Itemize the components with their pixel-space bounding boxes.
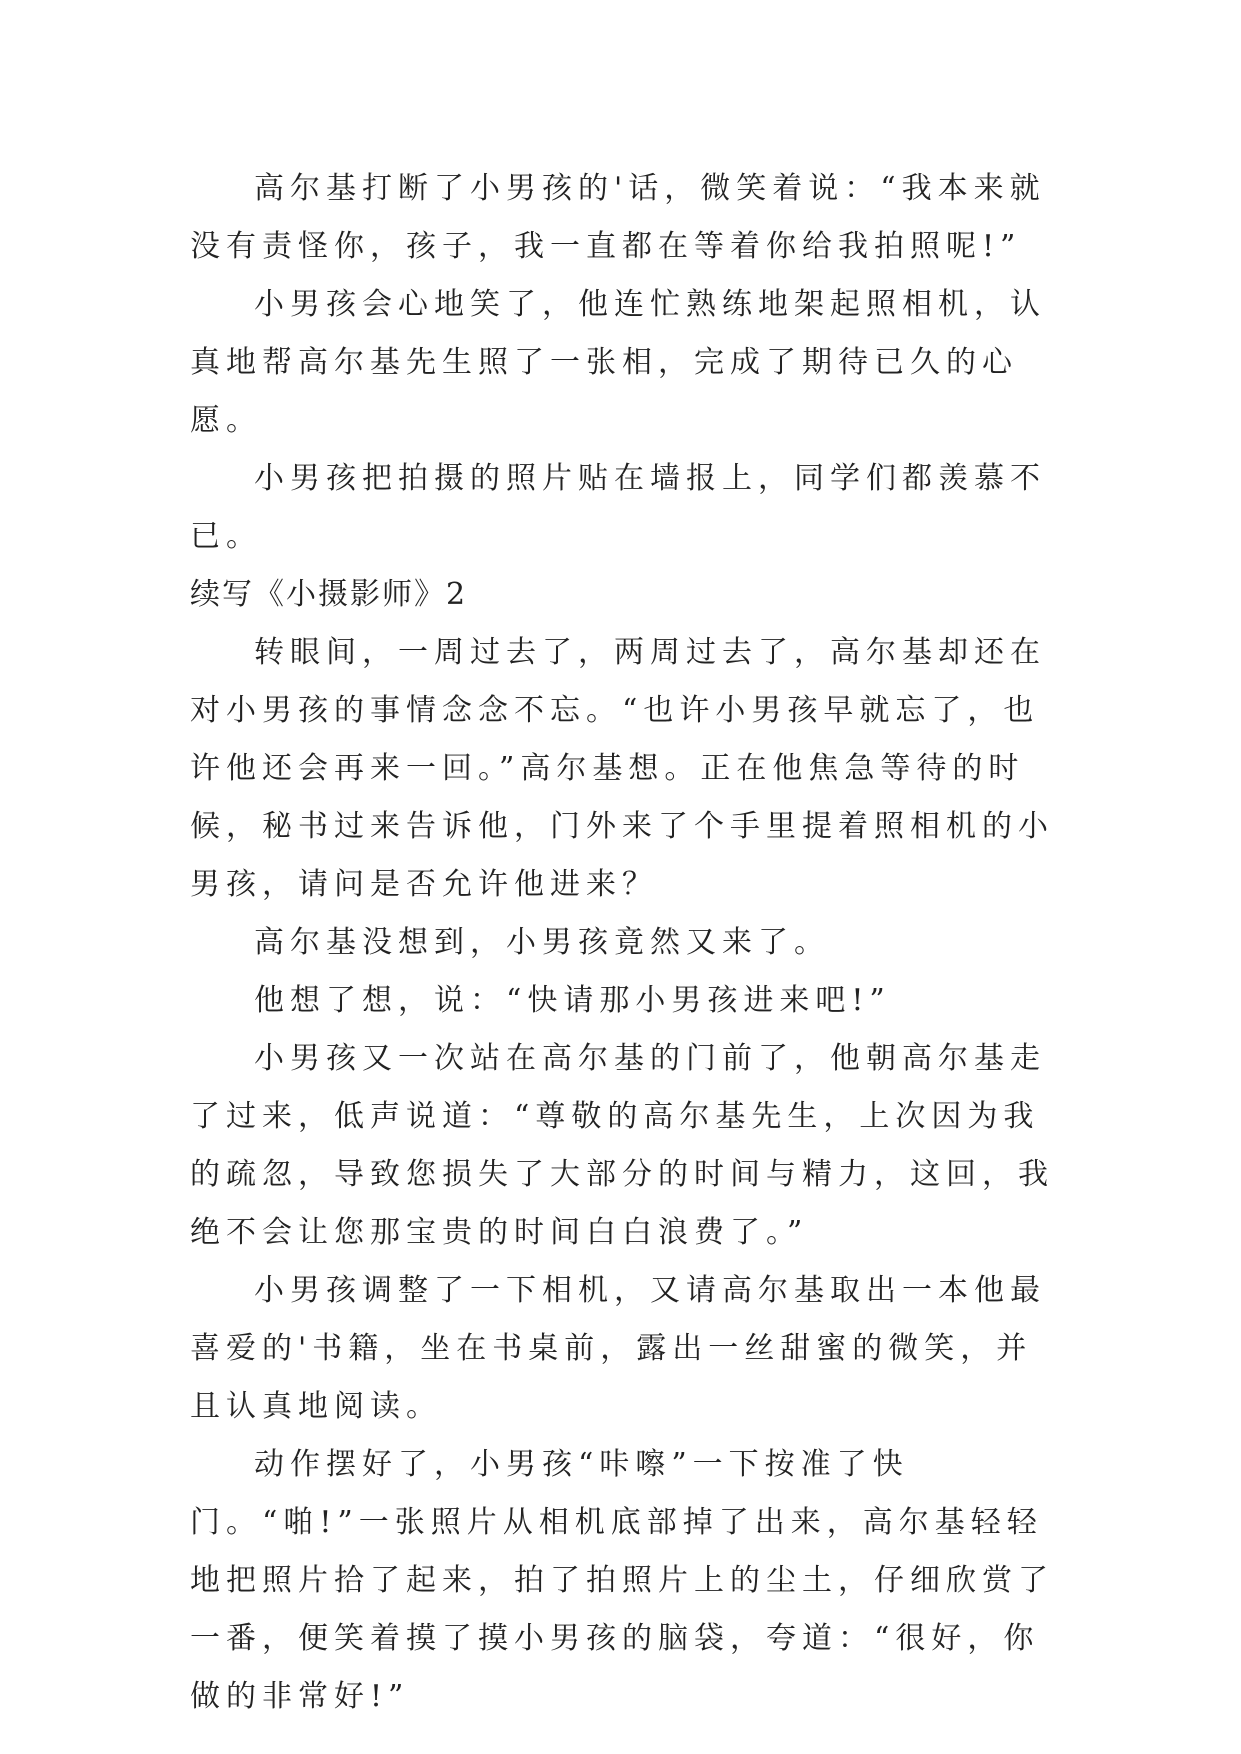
paragraph: 小男孩又一次站在高尔基的门前了，他朝高尔基走了过来，低声说道：“尊敬的高尔基先生，上次因为我的疏忽，导致您损失了大部分的时间与精力，这回，我绝不会让您那宝贵的时间白白浪费了。” [190, 1041, 1054, 1250]
paragraph: 小男孩调整了一下相机，又请高尔基取出一本他最喜爱的'书籍，坐在书桌前，露出一丝甜蜜的微笑，并且认真地阅读。 [190, 1273, 1046, 1424]
paragraph: 转眼间，一周过去了，两周过去了，高尔基却还在对小男孩的事情念念不忘。“也许小男孩早就忘了，也许他还会再来一回。”高尔基想。正在他焦急等待的时候，秘书过来告诉他，门外来了个手里提着照相机的小男孩，请问是否允许他进来？ [190, 635, 1054, 902]
paragraph: 小男孩会心地笑了，他连忙熟练地架起照相机，认真地帮高尔基先生照了一张相，完成了期待已久的心愿。 [190, 287, 1046, 438]
paragraph: 动作摆好了，小男孩“咔嚓”一下按准了快门。“啪!”一张照片从相机底部掉了出来，高尔基轻轻地把照片拾了起来，拍了拍照片上的尘土，仔细欣赏了一番，便笑着摸了摸小男孩的脑袋，夸道：“很好，你做的非常好!” [190, 1447, 1054, 1714]
paragraph: 高尔基没想到，小男孩竟然又来了。 [254, 925, 830, 960]
paragraph: 他想了想，说：“快请那小男孩进来吧!” [254, 983, 891, 1018]
paragraph: 高尔基打断了小男孩的'话，微笑着说：“我本来就没有责怪你，孩子，我一直都在等着你给我拍照呢!” [190, 171, 1046, 264]
section-heading: 续写《小摄影师》2 [190, 577, 468, 612]
paragraph: 小男孩把拍摄的照片贴在墙报上，同学们都羡慕不已。 [190, 461, 1046, 554]
document-body [190, 160, 1060, 1726]
